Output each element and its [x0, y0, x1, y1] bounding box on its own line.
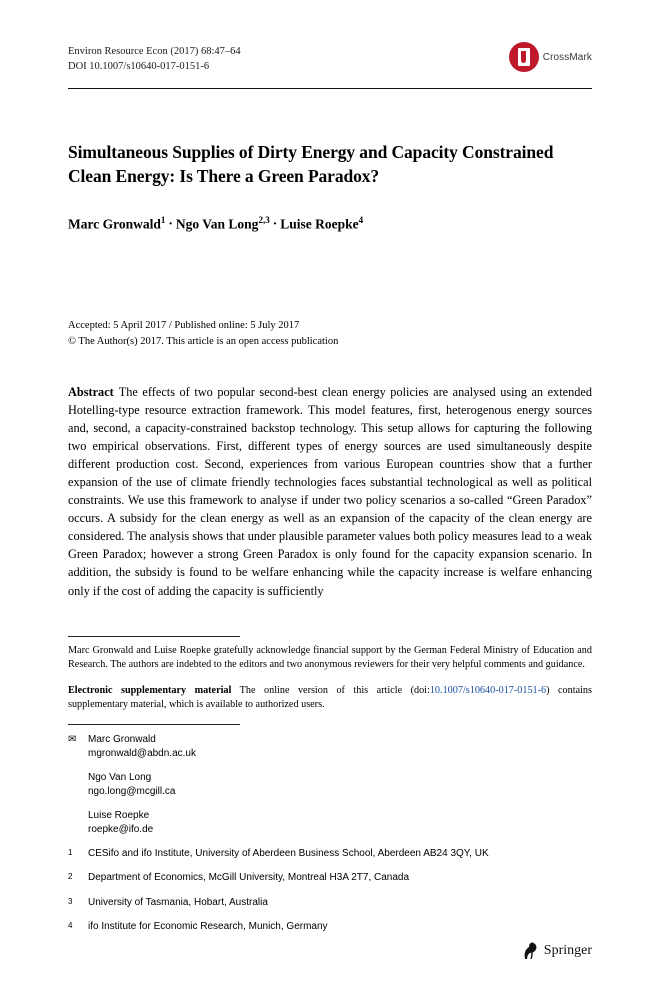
affiliation-item — [68, 847, 592, 862]
contact-name: Luise Roepke — [88, 809, 150, 821]
contact-mark-empty — [68, 809, 88, 838]
page-title: Simultaneous Supplies of Dirty Energy and Capacity Constrained Clean Energy: Is There a Green Paradox? — [68, 142, 554, 186]
contact-name: Marc Gronwald — [88, 733, 156, 745]
author-separator: · — [272, 216, 278, 232]
author-affiliation-marker: 1 — [160, 214, 166, 225]
crossmark-label: CrossMark — [542, 51, 592, 63]
author-affiliation-marker: 4 — [358, 214, 364, 225]
contact-email[interactable]: mgronwald@abdn.ac.uk — [88, 748, 196, 760]
affiliation-number: 4 — [68, 921, 73, 931]
publisher-logo — [522, 941, 592, 960]
journal-header — [68, 44, 592, 82]
author-name: Ngo Van Long — [175, 216, 259, 232]
crossmark-icon — [509, 42, 539, 72]
affiliation-item — [68, 920, 592, 935]
supplementary-text-after: ) contains supplementary material, which is available to authorized users. — [68, 684, 592, 711]
affiliation-text: Department of Economics, McGill University, Montreal H3A 2T7, Canada — [88, 872, 410, 884]
affiliation-item — [68, 871, 592, 886]
journal-reference — [68, 44, 241, 74]
affiliation-list — [68, 847, 592, 935]
author-affiliation-marker: 2,3 — [258, 214, 270, 225]
contact-item — [68, 809, 592, 838]
contact-item — [68, 771, 592, 800]
crossmark-badge[interactable] — [500, 42, 592, 72]
abstract-section — [68, 383, 592, 600]
footnote-section — [68, 636, 592, 945]
supplementary-material-note — [68, 684, 592, 713]
supplementary-text-before: The online version of this article (doi: — [239, 684, 430, 696]
affiliation-number: 3 — [68, 896, 73, 906]
affiliation-item — [68, 896, 592, 911]
journal-doi: DOI 10.1007/s10640-017-0151-6 — [68, 61, 210, 73]
abstract-text: The effects of two popular second-best clean energy policies are analysed using an extended Hotelling-type resource extraction framework. This model features, first, heterogenous energy sources and, second, a capacity-constrained backstop technology. This setup allows for capturing the following two empirical observations. First, different types of energy sources are used simultaneously despite different production cost. Second, experiences from various European countries show that a further expansion of the use of climate friendly technologies faces substantial technological as well as political constraints. We use this framework to analyse if under two policy scenarios a so-called “Green Paradox” occurs. A subsidy for the clean energy as well as an expansion of the capacity of the clean energy are considered. The analysis shows that under plausible parameter values both policy measures lead to a weak Green Paradox; however a strong Green Paradox is only found for the capacity expansion scenario. In addition, the subsidy is found to be welfare enhancing while the capacity increase is welfare enhancing only if the cost of adding the capacity is sufficiently — [68, 384, 592, 598]
affiliation-text: ifo Institute for Economic Research, Munich, Germany — [88, 921, 328, 933]
contact-divider — [68, 724, 240, 725]
abstract-label: Abstract — [68, 384, 114, 399]
contact-list — [68, 733, 592, 838]
envelope-icon: ✉ — [68, 733, 77, 745]
contact-email[interactable]: roepke@ifo.de — [88, 824, 154, 836]
journal-citation: Environ Resource Econ (2017) 68:47–64 — [68, 46, 241, 57]
author-name: Marc Gronwald — [68, 216, 161, 232]
footnote-divider — [68, 636, 240, 637]
author-name: Luise Roepke — [280, 216, 359, 232]
acknowledgement-note: Marc Gronwald and Luise Roepke gratefully acknowledge financial support by the German Federal Ministry of Education and Research. The authors are indebted to the editors and two anonymous reviewers for their very helpful comments and guidance. — [68, 645, 592, 671]
affiliation-text: CESifo and ifo Institute, University of Aberdeen Business School, Aberdeen AB24 3QY, UK — [88, 847, 489, 859]
header-divider — [68, 88, 592, 89]
contact-email[interactable]: ngo.long@mcgill.ca — [88, 786, 176, 798]
contact-mark-empty — [68, 771, 88, 800]
affiliation-number: 1 — [68, 847, 73, 857]
contact-item — [68, 733, 592, 762]
affiliation-number: 2 — [68, 872, 73, 882]
accepted-date: Accepted: 5 April 2017 / Published online: 5 July 2017 — [68, 320, 300, 332]
contact-name: Ngo Van Long — [88, 771, 152, 783]
supplementary-label: Electronic supplementary material — [68, 684, 232, 696]
springer-horse-icon — [522, 941, 539, 960]
author-list — [68, 214, 592, 234]
publisher-name: Springer — [543, 942, 592, 958]
copyright-line: © The Author(s) 2017. This article is an open access publication — [68, 336, 339, 348]
supplementary-doi-link[interactable]: 10.1007/s10640-017-0151-6 — [429, 684, 547, 696]
author-separator: · — [168, 216, 173, 232]
affiliation-text: University of Tasmania, Hobart, Australia — [88, 896, 268, 908]
publication-dates — [68, 318, 592, 350]
paper-content — [68, 44, 592, 600]
